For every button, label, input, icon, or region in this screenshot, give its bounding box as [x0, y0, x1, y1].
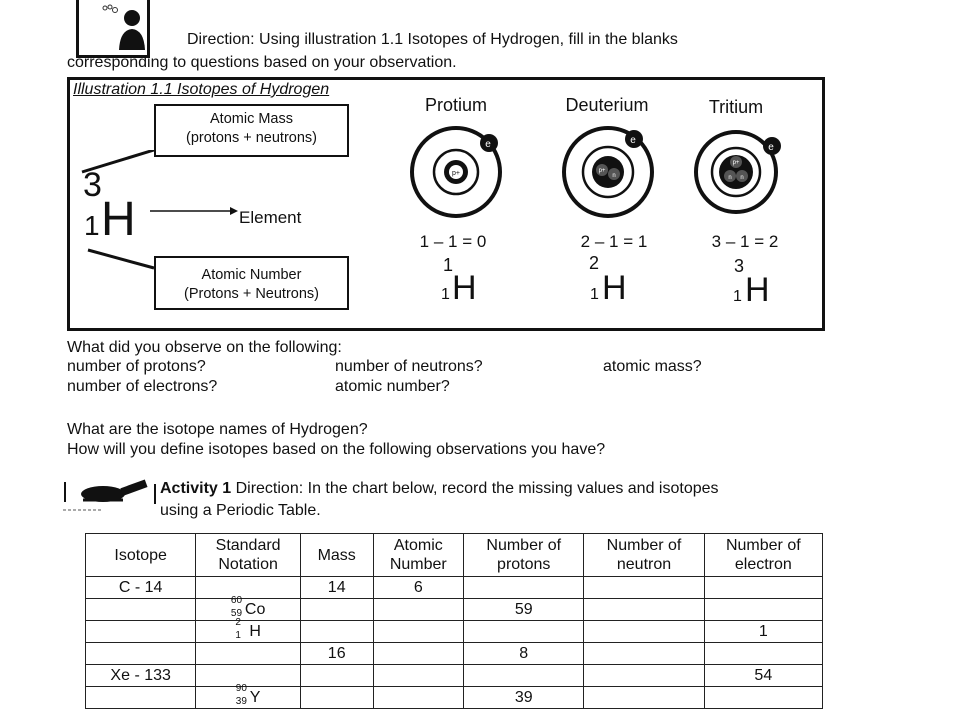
cell-atomic-number[interactable]: [373, 665, 464, 687]
question-neutrons: number of neutrons?: [335, 358, 483, 375]
header-standard-notation: Standard Notation: [196, 534, 301, 577]
cell-isotope: Xe - 133: [86, 665, 196, 687]
cell-electron[interactable]: [704, 577, 822, 599]
header-mass: Mass: [300, 534, 373, 577]
isotope-table: [85, 533, 823, 709]
question-atomic-mass: atomic mass?: [603, 358, 702, 375]
cell-atomic-number: 6: [373, 577, 464, 599]
question-isotope-names: What are the isotope names of Hydrogen?: [67, 421, 368, 438]
cell-protons: 39: [464, 687, 584, 709]
deuterium-atom-diagram: [564, 128, 652, 216]
direction-text: Direction: Using illustration 1.1 Isotopes of Hydrogen, fill in the blanks: [187, 31, 678, 48]
illustration-title: Illustration 1.1 Isotopes of Hydrogen: [73, 81, 330, 98]
cell-isotope[interactable]: [86, 687, 196, 709]
cell-mass: 14: [300, 577, 373, 599]
cell-electron: 54: [704, 665, 822, 687]
cell-isotope[interactable]: [86, 599, 196, 621]
protium-atomic-number: 1: [441, 286, 450, 303]
cell-notation: [196, 616, 301, 643]
cell-neutron[interactable]: [584, 687, 704, 709]
activity-title: Activity 1: [160, 480, 232, 497]
nuclide-atomic-number: 39: [235, 695, 247, 707]
svg-text:p+: p+: [598, 168, 606, 174]
question-electrons: number of electrons?: [67, 378, 218, 395]
cell-neutron[interactable]: [584, 665, 704, 687]
question-intro: What did you observe on the following:: [67, 339, 342, 356]
table-row: [86, 577, 823, 599]
protium-symbol: H: [452, 269, 477, 307]
cell-neutron[interactable]: [584, 643, 704, 665]
question-protons: number of protons?: [67, 358, 206, 375]
cell-protons[interactable]: [464, 665, 584, 687]
nuclide-symbol: Co: [244, 600, 266, 618]
table-row: [86, 665, 823, 687]
cell-protons: 59: [464, 599, 584, 621]
reading-icon: [76, 0, 150, 58]
activity-heading: [160, 480, 719, 498]
svg-text:p+: p+: [732, 160, 740, 166]
cell-notation[interactable]: [196, 643, 301, 665]
nuclide-notation: [235, 616, 261, 642]
nuclide-atomic-number: 59: [230, 607, 243, 619]
nuclide-notation: [235, 682, 261, 708]
cell-atomic-number[interactable]: [373, 643, 464, 665]
tritium-equation: 3 – 1 = 2: [711, 232, 779, 251]
cell-electron[interactable]: [704, 599, 822, 621]
cell-mass[interactable]: [300, 599, 373, 621]
table-row: [86, 599, 823, 621]
cell-notation[interactable]: [196, 577, 301, 599]
deuterium-equation: 2 – 1 = 1: [580, 232, 648, 251]
cell-atomic-number[interactable]: [373, 599, 464, 621]
svg-text:e: e: [485, 139, 491, 150]
direction-text-cont: corresponding to questions based on your observation.: [67, 54, 457, 71]
cell-notation: [196, 682, 301, 709]
big-atomic-number: 1: [84, 210, 100, 241]
microscope-icon: [63, 474, 157, 514]
tritium-mass-number: 3: [734, 256, 745, 276]
atomic-number-formula: (Protons + Neutrons): [184, 286, 319, 302]
cell-mass[interactable]: [300, 687, 373, 709]
cell-isotope[interactable]: [86, 621, 196, 643]
cell-isotope[interactable]: [86, 643, 196, 665]
svg-text:n: n: [612, 173, 616, 179]
nuclide-symbol: H: [249, 622, 261, 640]
activity-direction: Direction: In the chart below, record the missing values and isotopes: [235, 480, 719, 497]
protium-mass-number: 1: [443, 255, 454, 275]
atomic-number-label: Atomic Number: [201, 267, 302, 283]
cell-electron: 1: [704, 621, 822, 643]
question-define-isotopes: How will you define isotopes based on the following observations you have?: [67, 441, 606, 458]
atomic-mass-formula: (protons + neutrons): [186, 130, 317, 146]
cell-atomic-number[interactable]: [373, 687, 464, 709]
cell-atomic-number[interactable]: [373, 621, 464, 643]
cell-neutron[interactable]: [584, 599, 704, 621]
cell-electron[interactable]: [704, 643, 822, 665]
table-row: [86, 643, 823, 665]
deuterium-atomic-number: 1: [590, 286, 599, 303]
protium-title: Protium: [424, 95, 487, 115]
protium-atom-diagram: [412, 128, 500, 216]
tritium-atom-diagram: [696, 132, 781, 212]
cell-isotope: C - 14: [86, 577, 196, 599]
svg-text:e: e: [630, 135, 636, 146]
element-label: Element: [239, 208, 302, 227]
svg-text:e: e: [768, 142, 774, 153]
cell-notation: [196, 594, 301, 621]
cell-protons[interactable]: [464, 621, 584, 643]
cell-electron[interactable]: [704, 687, 822, 709]
cell-notation[interactable]: [196, 665, 301, 687]
header-number-of-neutron: Number of neutron: [584, 534, 704, 577]
nuclide-symbol: Y: [249, 688, 261, 706]
cell-mass[interactable]: [300, 621, 373, 643]
table-row: [86, 621, 823, 643]
nuclide-mass-number: 60: [230, 594, 243, 606]
cell-neutron[interactable]: [584, 577, 704, 599]
atom-diagrams: [400, 124, 920, 224]
question-atomic-number: atomic number?: [335, 378, 450, 395]
nuclide-mass-number: 90: [235, 682, 247, 694]
protium-equation: 1 – 1 = 0: [419, 232, 487, 251]
activity-direction-cont: using a Periodic Table.: [160, 502, 321, 519]
table-row: [86, 687, 823, 709]
deuterium-title: Deuterium: [565, 95, 649, 115]
cell-protons: 8: [464, 643, 584, 665]
tritium-symbol: H: [745, 271, 770, 309]
deuterium-mass-number: 2: [589, 253, 600, 273]
big-element-symbol: H: [101, 193, 136, 246]
svg-text:p+: p+: [452, 170, 460, 177]
cell-mass: 16: [300, 643, 373, 665]
tritium-title: Tritium: [708, 97, 764, 117]
cell-protons[interactable]: [464, 577, 584, 599]
nuclide-atomic-number: 1: [235, 629, 241, 641]
table-header-row: [86, 534, 823, 577]
header-number-of-protons: Number of protons: [464, 534, 584, 577]
header-number-of-electron: Number of electron: [704, 534, 822, 577]
svg-text:n: n: [740, 175, 744, 181]
big-mass-number: 3: [83, 166, 102, 204]
deuterium-symbol: H: [602, 269, 627, 307]
nuclide-mass-number: 2: [235, 616, 241, 628]
cell-neutron[interactable]: [584, 621, 704, 643]
cell-mass[interactable]: [300, 665, 373, 687]
header-atomic-number: Atomic Number: [373, 534, 464, 577]
tritium-atomic-number: 1: [733, 288, 742, 305]
header-isotope: Isotope: [86, 534, 196, 577]
svg-text:n: n: [728, 175, 732, 181]
atomic-mass-label: Atomic Mass: [210, 111, 293, 127]
